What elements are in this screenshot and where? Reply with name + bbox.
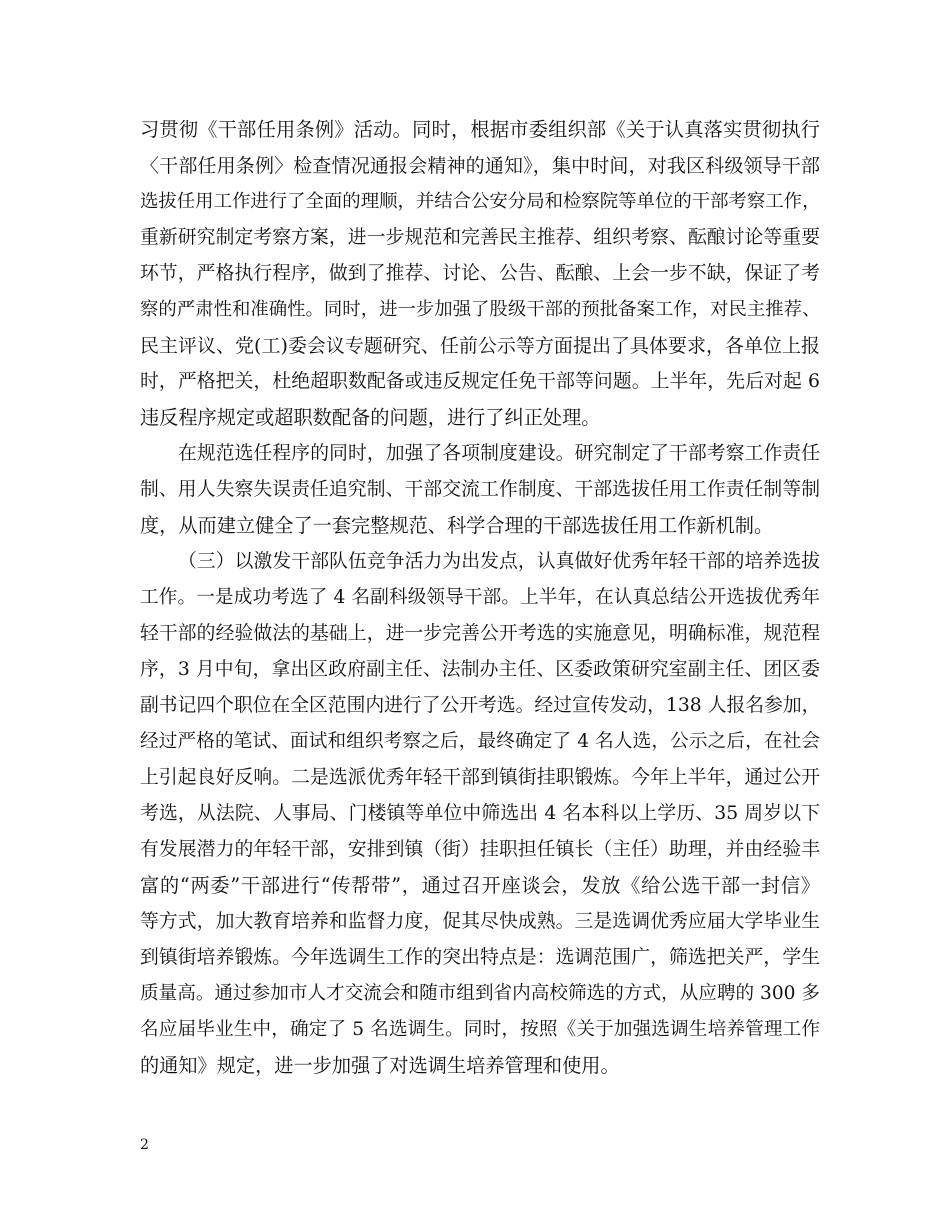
text-line: 度，从而建立健全了一套完整规范、科学合理的干部选拔任用工作新机制。 xyxy=(140,514,774,537)
text-line: 序，3 月中旬，拿出区政府副主任、法制办主任、区委政策研究室副主任、团区委 xyxy=(140,659,820,680)
text-line: 习贯彻《干部任用条例》活动。同时，根据市委组织部《关于认真落实贯彻执行 xyxy=(140,118,820,141)
text-line: 副书记四个职位在全区范围内进行了公开考选。经过宣传发动，138 人报名参加， xyxy=(140,695,820,716)
text-line: 考选，从法院、人事局、门楼镇等单位中筛选出 4 名本科以上学历、35 周岁以下 xyxy=(140,803,820,824)
text-line: 有发展潜力的年轻干部，安排到镇（街）挂职担任镇长（主任）助理，并由经验丰 xyxy=(140,839,820,860)
text-line: 制、用人失察失误责任追究制、干部交流工作制度、干部选拔任用工作责任制等制 xyxy=(140,479,820,500)
text-line: 到镇街培养锻炼。今年选调生工作的突出特点是：选调范围广，筛选把关严，学生 xyxy=(140,947,820,968)
text-line: 工作。一是成功考选了 4 名副科级领导干部。上半年，在认真总结公开选拔优秀年 xyxy=(140,587,820,608)
text-line: 时，严格把关，杜绝超职数配备或违反规定任免干部等问题。上半年，先后对起 6 xyxy=(140,371,820,392)
text-line: 轻干部的经验做法的基础上，进一步完善公开考选的实施意见，明确标准，规范程 xyxy=(140,623,820,644)
text-line: 名应届毕业生中，确定了 5 名选调生。同时，按照《关于加强选调生培养管理工作 xyxy=(140,1019,820,1040)
text-line: 选拔任用工作进行了全面的理顺，并结合公安分局和检察院等单位的干部考察工作， xyxy=(140,191,820,212)
text-line: 违反程序规定或超职数配备的问题，进行了纠正处理。 xyxy=(140,406,601,429)
text-line: 经过严格的笔试、面试和组织考察之后，最终确定了 4 名人选，公示之后，在社会 xyxy=(140,731,820,752)
text-line: 民主评议、党(工)委会议专题研究、任前公示等方面提出了具体要求，各单位上报 xyxy=(140,335,820,357)
text-line: 富的“两委”干部进行“传帮带”，通过召开座谈会，发放《给公选干部一封信》 xyxy=(140,874,820,897)
text-line: 上引起良好反响。二是选派优秀年轻干部到镇街挂职锻炼。今年上半年，通过公开 xyxy=(140,767,820,788)
text-line: 在规范选任程序的同时，加强了各项制度建设。研究制定了干部考察工作责任 xyxy=(178,443,820,464)
text-line: 的通知》规定，进一步加强了对选调生培养管理和使用。 xyxy=(140,1054,620,1077)
page-number: 2 xyxy=(140,1137,149,1153)
text-line: （三）以激发干部队伍竞争活力为出发点，认真做好优秀年轻干部的培养选拔 xyxy=(178,551,820,572)
text-line: 等方式，加大教育培养和监督力度，促其尽快成熟。三是选调优秀应届大学毕业生 xyxy=(140,911,820,932)
text-line: 〈干部任用条例〉检查情况通报会精神的通知》，集中时间，对我区科级领导干部 xyxy=(140,155,820,177)
text-line: 环节，严格执行程序，做到了推荐、讨论、公告、酝酿、上会一步不缺，保证了考 xyxy=(140,263,820,284)
text-line: 重新研究制定考察方案，进一步规范和完善民主推荐、组织考察、酝酿讨论等重要 xyxy=(140,227,820,248)
text-line: 质量高。通过参加市人才交流会和随市组到省内高校筛选的方式，从应聘的 300 多 xyxy=(140,983,820,1004)
text-line: 察的严肃性和准确性。同时，进一步加强了股级干部的预批备案工作，对民主推荐、 xyxy=(140,299,820,320)
